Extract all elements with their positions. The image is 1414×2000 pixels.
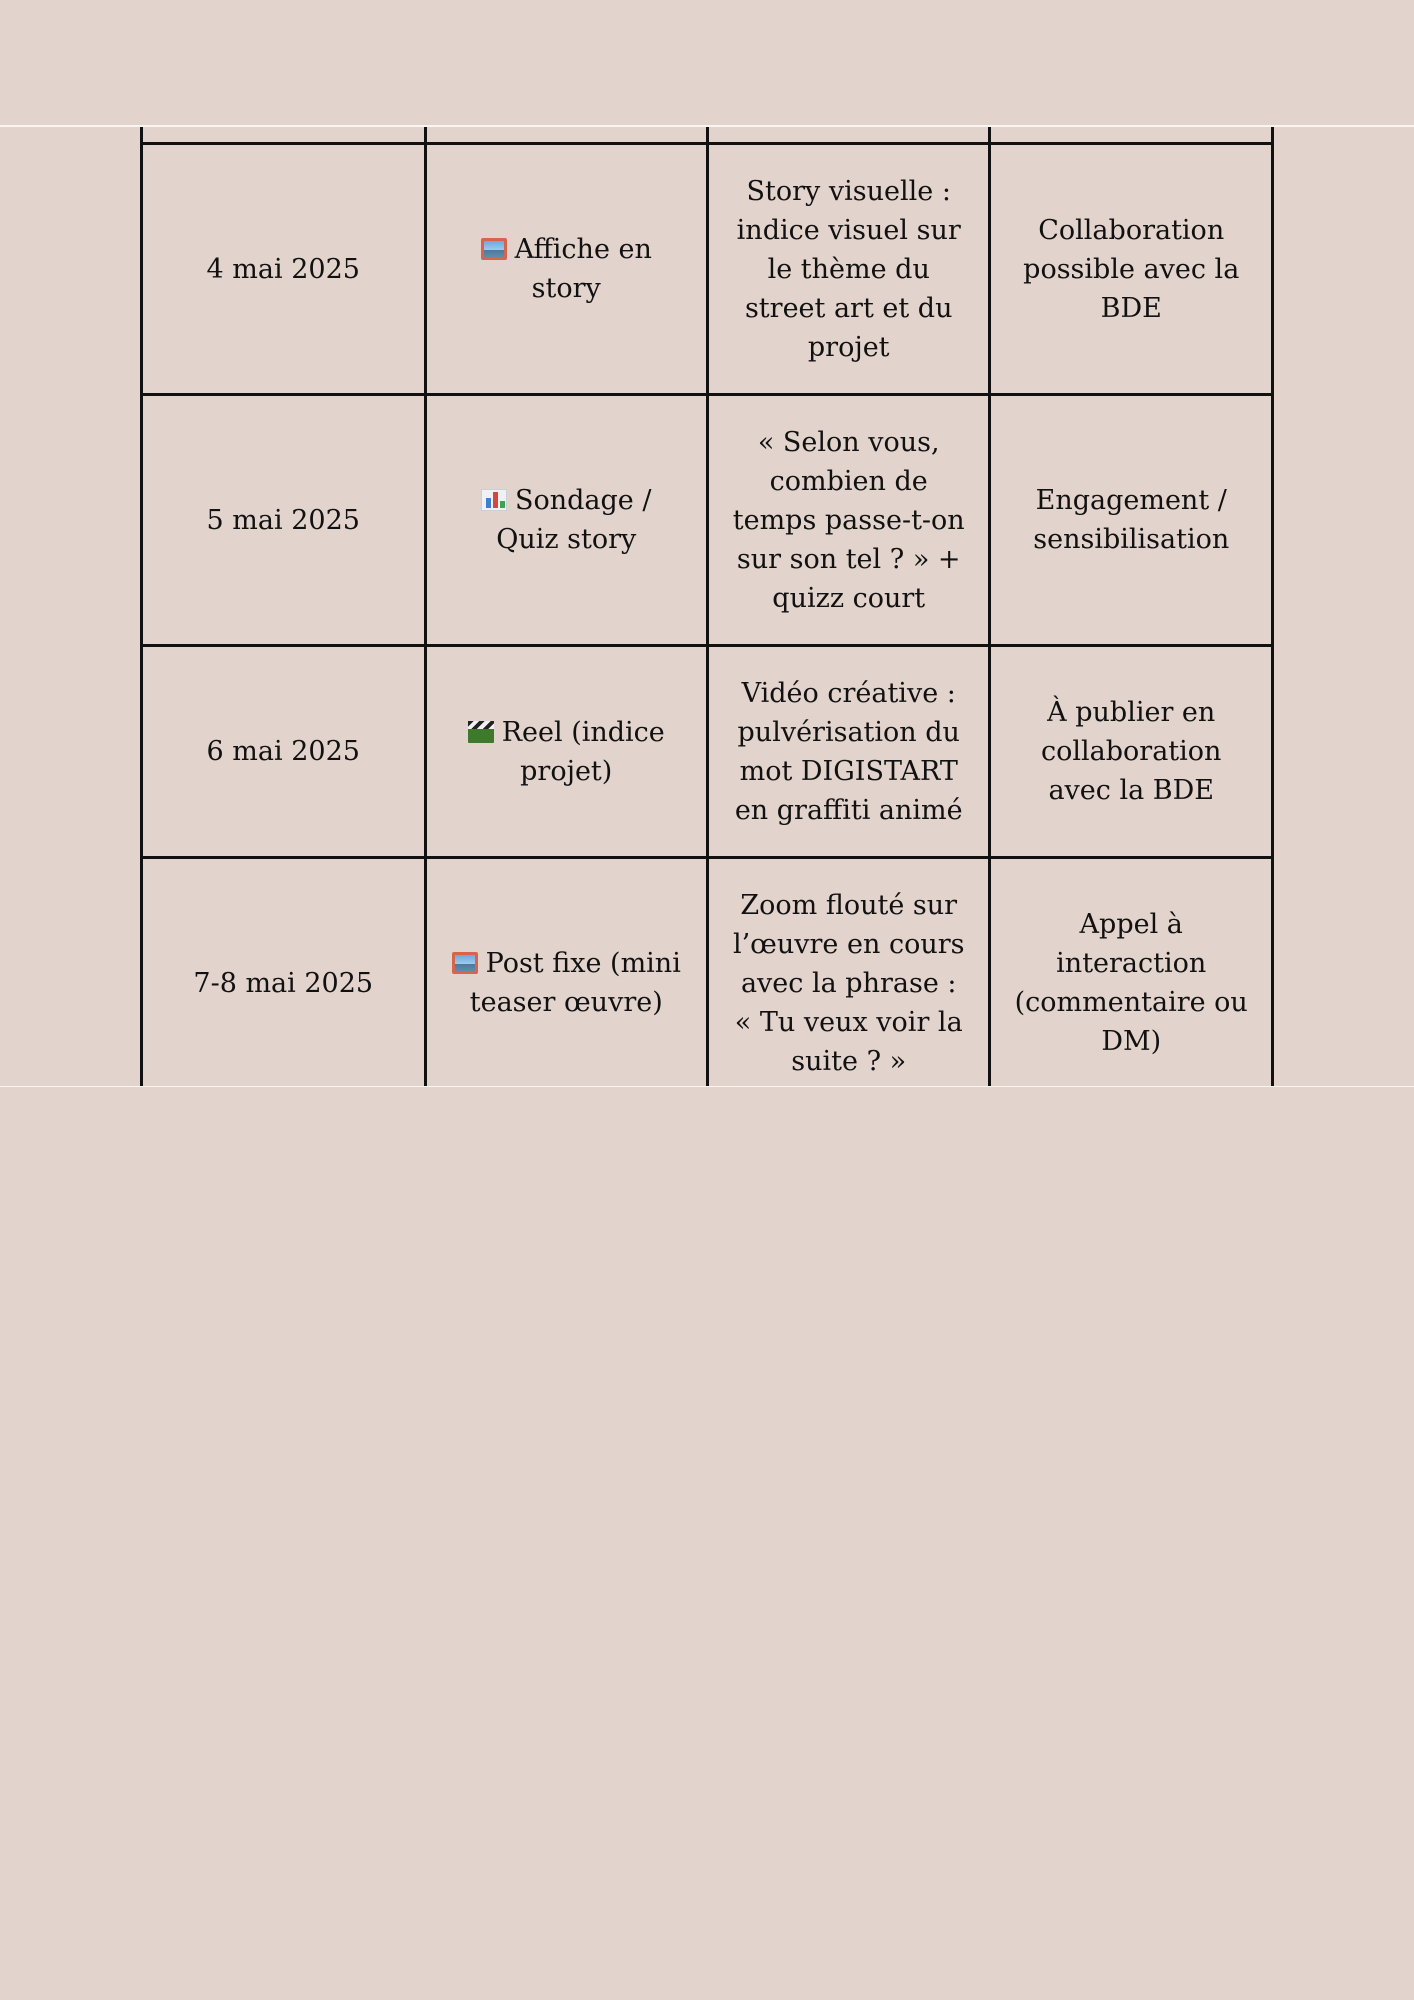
format-label: Reel (indice projet) (501, 716, 665, 787)
table-row (142, 858, 1273, 1087)
date-cell: 6 mai 2025 (142, 646, 426, 858)
table-cell (990, 127, 1273, 144)
table-row (142, 395, 1273, 646)
page-edge-bottom (0, 1086, 1414, 1087)
date-cell: 7-8 mai 2025 (142, 858, 426, 1087)
content-cell: Story visuelle : indice visuel sur le thème du street art et du projet (707, 144, 989, 395)
format-label: Post fixe (mini teaser œuvre) (469, 948, 681, 1018)
table-cell (142, 127, 426, 144)
format-cell (425, 646, 707, 858)
note-cell: À publier en collaboration avec la BDE (990, 646, 1273, 858)
format-cell (425, 144, 707, 395)
format-cell (425, 395, 707, 646)
framed-picture-icon (481, 238, 507, 260)
format-label: Affiche en story (514, 234, 652, 304)
bar-chart-icon (481, 489, 507, 511)
table-row (142, 646, 1273, 858)
framed-picture-icon (452, 952, 478, 974)
content-cell: Vidéo créative : pulvérisation du mot DIGISTART en graffiti animé (707, 646, 989, 858)
content-cell: « Selon vous, combien de temps passe-t-on sur son tel ? » + quizz court (707, 395, 989, 646)
format-label: Sondage / Quiz story (496, 485, 652, 555)
table-row (142, 144, 1273, 395)
date-cell: 4 mai 2025 (142, 144, 426, 395)
note-cell: Collaboration possible avec la BDE (990, 144, 1273, 395)
clapper-board-icon (468, 721, 494, 743)
content-cell: Zoom flouté sur l’œuvre en cours avec la phrase : « Tu veux voir la suite ? » (707, 858, 989, 1087)
note-cell: Engagement / sensibilisation (990, 395, 1273, 646)
schedule-table-viewport (140, 127, 1274, 1086)
table-cell (707, 127, 989, 144)
table-cell (425, 127, 707, 144)
format-cell (425, 858, 707, 1087)
publication-schedule-table (140, 127, 1274, 1086)
date-cell: 5 mai 2025 (142, 395, 426, 646)
table-row-cut-off (142, 127, 1273, 144)
note-cell: Appel à interaction (commentaire ou DM) (990, 858, 1273, 1087)
